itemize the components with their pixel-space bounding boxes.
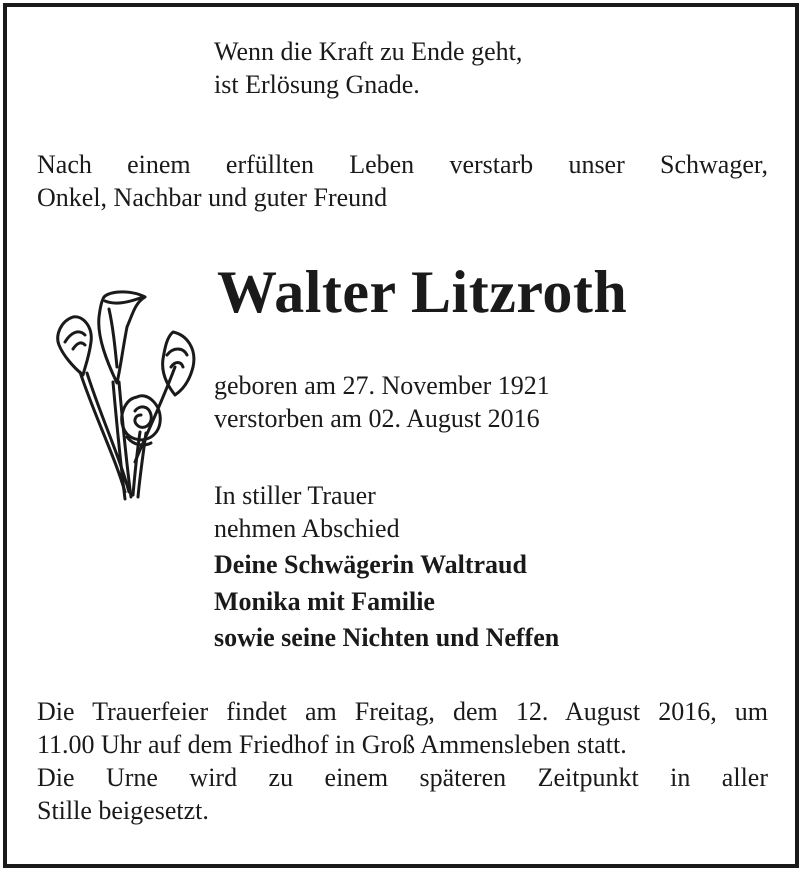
motto-line-1: Wenn die Kraft zu Ende geht, xyxy=(214,37,523,66)
mourner-name: sowie seine Nichten und Neffen xyxy=(214,623,560,652)
mourner-name: Deine Schwägerin Waltraud xyxy=(214,550,527,579)
funeral-line-1: Die Trauerfeier findet am Freitag, dem 12. August 2016, um xyxy=(37,697,768,726)
funeral-line-4: Stille beigesetzt. xyxy=(37,796,209,825)
deceased-name: Walter Litzroth xyxy=(217,259,628,325)
funeral-line-2: 11.00 Uhr auf dem Friedhof in Groß Ammensleben statt. xyxy=(37,730,627,759)
birth-date: geboren am 27. November 1921 xyxy=(214,371,550,400)
intro-line-1: Nach einem erfüllten Leben verstarb unser Schwager, xyxy=(37,150,768,179)
motto-line-2: ist Erlösung Gnade. xyxy=(214,70,420,99)
mourning-line-2: nehmen Abschied xyxy=(214,514,400,543)
calla-lilies-icon xyxy=(35,287,205,502)
mourner-name: Monika mit Familie xyxy=(214,587,435,616)
funeral-line-3: Die Urne wird zu einem späteren Zeitpunkt in aller xyxy=(37,763,768,792)
obituary-notice xyxy=(3,3,799,868)
intro-line-2: Onkel, Nachbar und guter Freund xyxy=(37,183,388,212)
death-date: verstorben am 02. August 2016 xyxy=(214,404,540,433)
mourning-line-1: In stiller Trauer xyxy=(214,481,376,510)
